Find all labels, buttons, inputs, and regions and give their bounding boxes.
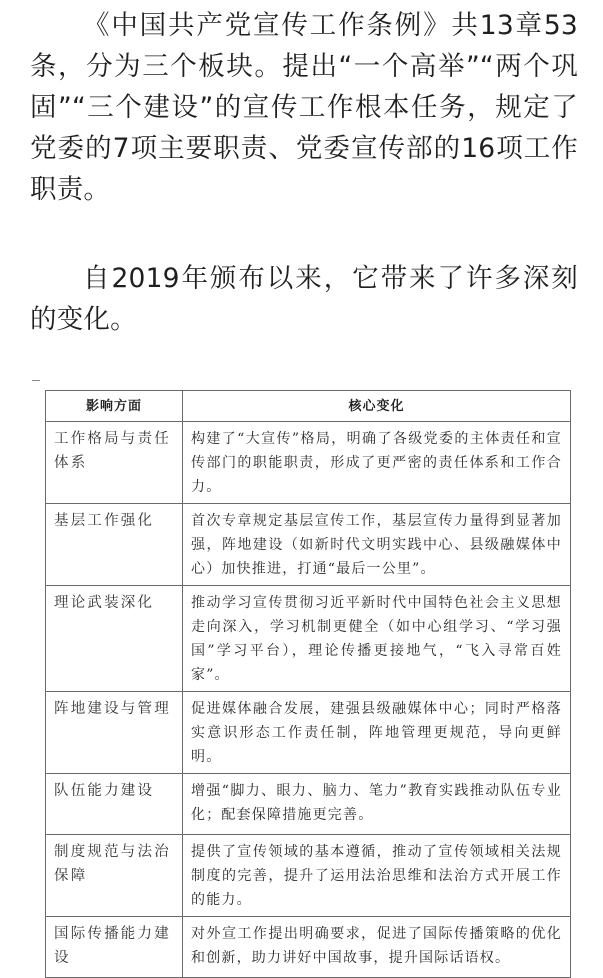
impact-table (45, 390, 571, 978)
table-header-row (46, 391, 571, 422)
change-cell: 对外宣工作提出明确要求，促进了国际传播策略的优化和创新，助力讲好中国故事，提升国际话语权。 (183, 917, 571, 978)
paragraph-intro: 《中国共产党宣传工作条例》共13章53条，分为三个板块。提出“一个高举”“两个巩固”“三个建设”的宣传工作根本任务，规定了党委的7项主要职责、党委宣传部的16项工作职责。 (30, 10, 578, 205)
table-row (46, 835, 571, 917)
table-row (46, 422, 571, 504)
paragraph-changes: 自2019年颁布以来，它带来了许多深刻的变化。 (30, 263, 578, 335)
divider-mark (32, 380, 40, 381)
table-row (46, 692, 571, 774)
header-change: 核心变化 (183, 391, 571, 422)
aspect-cell: 理论武装深化 (46, 586, 183, 692)
change-cell: 推动学习宣传贯彻习近平新时代中国特色社会主义思想走向深入，学习机制更健全（如中心组学习、“学习强国”学习平台），理论传播更接地气，“飞入寻常百姓家”。 (183, 586, 571, 692)
aspect-cell: 工作格局与责任体系 (46, 422, 183, 504)
aspect-cell: 阵地建设与管理 (46, 692, 183, 774)
table-row (46, 774, 571, 835)
impact-table-container (45, 390, 571, 978)
change-cell: 首次专章规定基层宣传工作，基层宣传力量得到显著加强，阵地建设（如新时代文明实践中心、县级融媒体中心）加快推进，打通“最后一公里”。 (183, 504, 571, 586)
change-cell: 构建了“大宣传”格局，明确了各级党委的主体责任和宣传部门的职能职责，形成了更严密的责任体系和工作合力。 (183, 422, 571, 504)
aspect-cell: 队伍能力建设 (46, 774, 183, 835)
table-row (46, 504, 571, 586)
table-row (46, 917, 571, 978)
aspect-cell: 国际传播能力建设 (46, 917, 183, 978)
change-cell: 促进媒体融合发展，建强县级融媒体中心；同时严格落实意识形态工作责任制，阵地管理更规范，导向更鲜明。 (183, 692, 571, 774)
change-cell: 提供了宣传领域的基本遵循，推动了宣传领域相关法规制度的完善，提升了运用法治思维和法治方式开展工作的能力。 (183, 835, 571, 917)
table-row (46, 586, 571, 692)
change-cell: 增强“脚力、眼力、脑力、笔力”教育实践推动队伍专业化；配套保障措施更完善。 (183, 774, 571, 835)
header-aspect: 影响方面 (46, 391, 183, 422)
aspect-cell: 制度规范与法治保障 (46, 835, 183, 917)
aspect-cell: 基层工作强化 (46, 504, 183, 586)
